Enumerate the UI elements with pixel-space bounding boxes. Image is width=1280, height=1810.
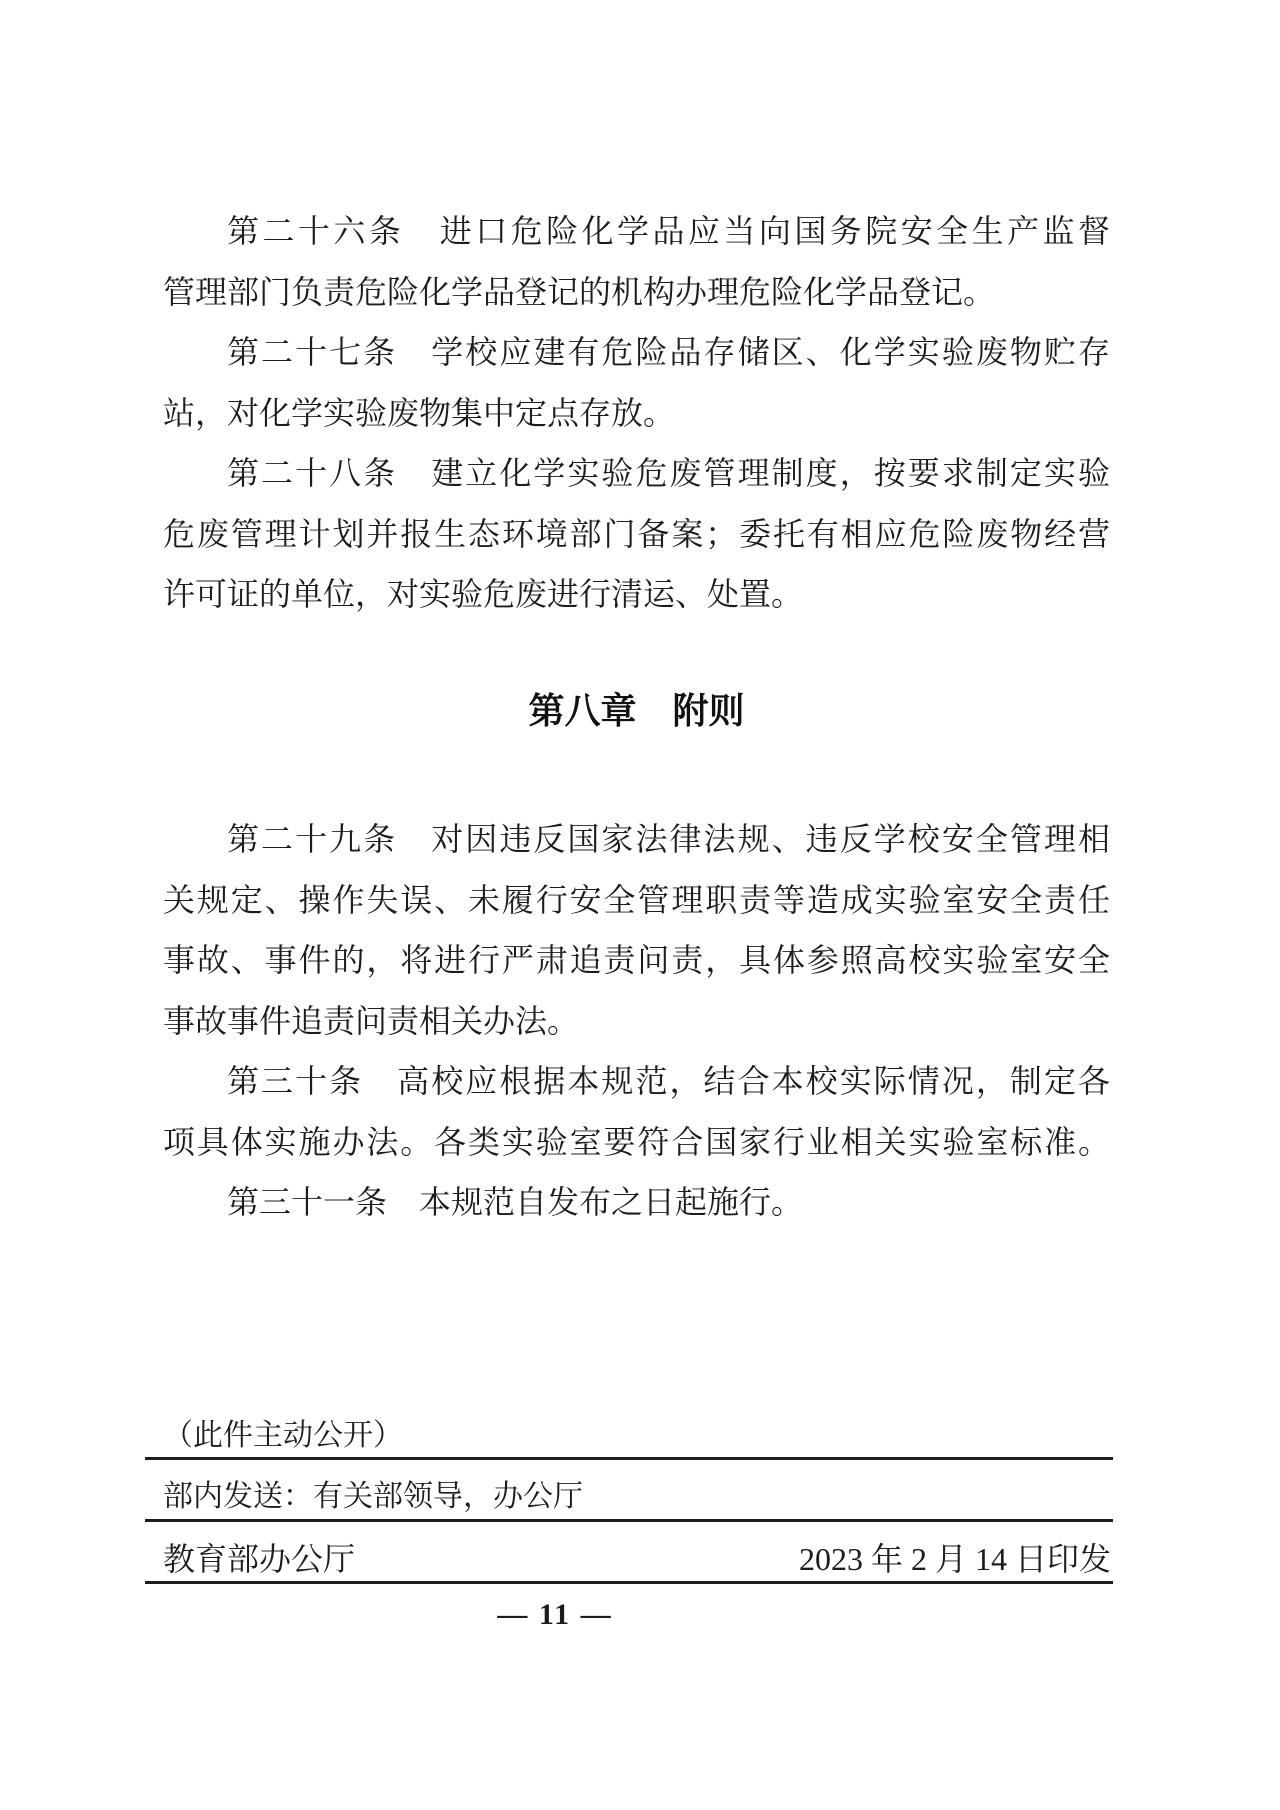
chapter-heading: 第八章 附则 xyxy=(528,689,745,731)
print-date: 2023 年 2 月 14 日印发 xyxy=(798,1541,1111,1577)
issuer-row xyxy=(145,1538,1113,1580)
body-line: 第三十一条 本规范自发布之日起施行。 xyxy=(227,1184,804,1220)
footer-divider-middle xyxy=(145,1519,1113,1522)
body-line: 关规定、操作失误、未履行安全管理职责等造成实验室安全责任 xyxy=(163,881,1110,918)
body-line: 第二十八条 建立化学实验危废管理制度，按要求制定实验 xyxy=(227,455,1110,491)
issuer-name: 教育部办公厅 xyxy=(163,1541,356,1577)
body-line: 第三十条 高校应根据本规范，结合本校实际情况，制定各 xyxy=(227,1063,1110,1099)
distribution-line: 部内发送：有关部领导，办公厅 xyxy=(163,1480,583,1513)
body-line: 许可证的单位，对实验危废进行清运、处置。 xyxy=(163,576,804,612)
page-number: — 11 — xyxy=(497,1598,613,1631)
document-body xyxy=(163,201,1110,1233)
footer-divider-bottom xyxy=(145,1581,1113,1584)
body-line: 事故事件追责问责相关办法。 xyxy=(163,1002,580,1039)
disclosure-note: （此件主动公开） xyxy=(163,1419,403,1452)
body-line: 项具体实施办法。各类实验室要符合国家行业相关实验室标准。 xyxy=(163,1123,1110,1160)
body-line: 危废管理计划并报生态环境部门备案；委托有相应危险废物经营 xyxy=(163,515,1110,552)
body-line: 第二十六条 进口危险化学品应当向国务院安全生产监督 xyxy=(227,213,1110,249)
body-line: 第二十九条 对因违反国家法律法规、违反学校安全管理相 xyxy=(227,821,1110,857)
body-line: 事故、事件的，将进行严肃追责问责，具体参照高校实验室安全 xyxy=(163,942,1110,978)
body-line: 管理部门负责危险化学品登记的机构办理危险化学品登记。 xyxy=(163,273,996,310)
footer-divider-top xyxy=(145,1457,1113,1460)
body-line: 第二十七条 学校应建有危险品存储区、化学实验废物贮存 xyxy=(227,334,1110,370)
body-line: 站，对化学实验废物集中定点存放。 xyxy=(163,394,676,431)
